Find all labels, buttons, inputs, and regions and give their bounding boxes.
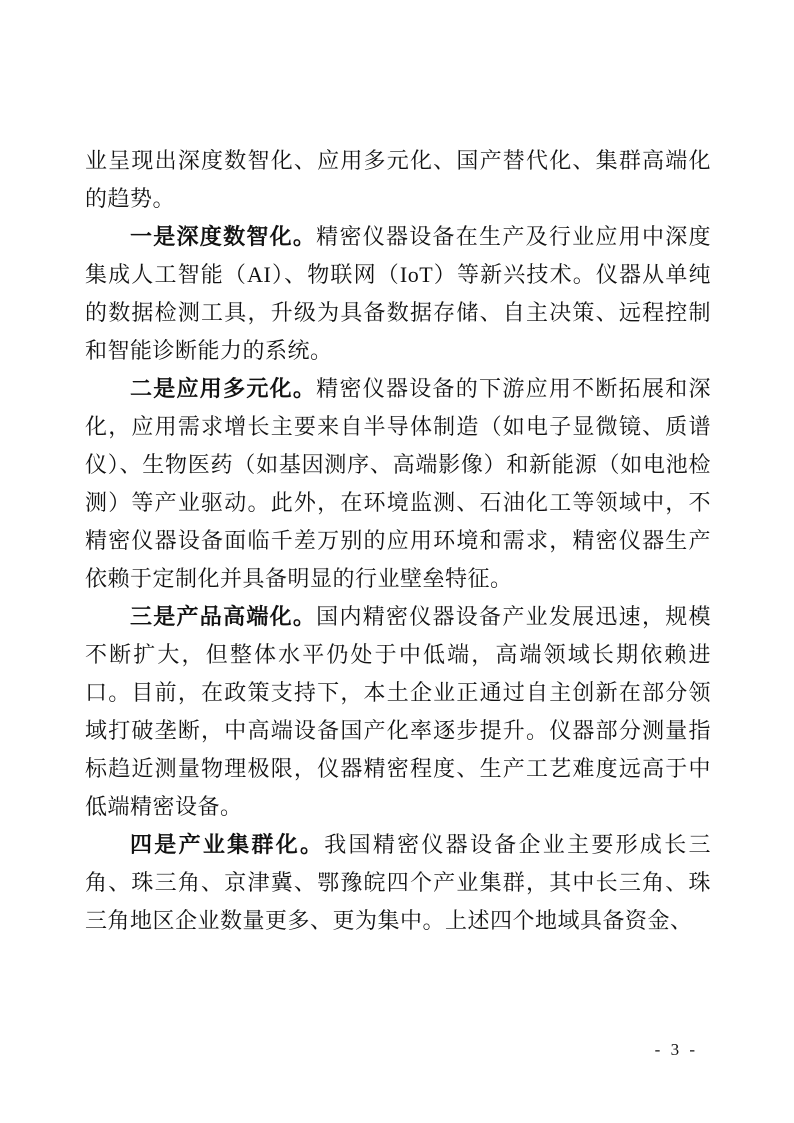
paragraph-point-2 [85,370,711,598]
paragraph-point-1 [85,218,711,370]
paragraph-text: 国内精密仪器设备产业发展迅速，规模不断扩大，但整体水平仍处于中低端，高端领域长期依赖进口。目前，在政策支持下，本土企业正通过自主创新在部分领域打破垄断，中高端设备国产化率逐步提升。仪器部分测量指标趋近测量物理极限，仪器精密程度、生产工艺难度远高于中低端精密设备。 [85,604,711,819]
paragraph-continuation [85,142,711,218]
paragraph-lead: 二是应用多元化。 [130,376,317,401]
paragraph-text: 精密仪器设备的下游应用不断拓展和深化，应用需求增长主要来自半导体制造（如电子显微镜、质谱仪）、生物医药（如基因测序、高端影像）和新能源（如电池检测）等产业驱动。此外，在环境监测、石油化工等领域中，不精密仪器设备面临千差万别的应用环境和需求，精密仪器生产依赖于定制化并具备明显的行业壁垒特征。 [85,376,711,591]
paragraph-lead: 一是深度数智化。 [130,224,317,249]
paragraph-point-3 [85,598,711,826]
paragraph-text: 我国精密仪器设备企业主要形成长三角、珠三角、京津冀、鄂豫皖四个产业集群，其中长三角、珠三角地区企业数量更多、更为集中。上述四个地域具备资金、 [85,832,711,933]
page-number: - 3 - [654,1040,698,1059]
paragraph-text: 业呈现出深度数智化、应用多元化、国产替代化、集群高端化的趋势。 [85,148,711,211]
paragraph-point-4 [85,826,711,940]
document-body [85,142,711,940]
paragraph-lead: 三是产品高端化。 [130,604,317,629]
paragraph-text: 精密仪器设备在生产及行业应用中深度集成人工智能（AI）、物联网（IoT）等新兴技术。仪器从单纯的数据检测工具，升级为具备数据存储、自主决策、远程控制和智能诊断能力的系统。 [85,224,711,363]
paragraph-lead: 四是产业集群化。 [130,832,325,857]
